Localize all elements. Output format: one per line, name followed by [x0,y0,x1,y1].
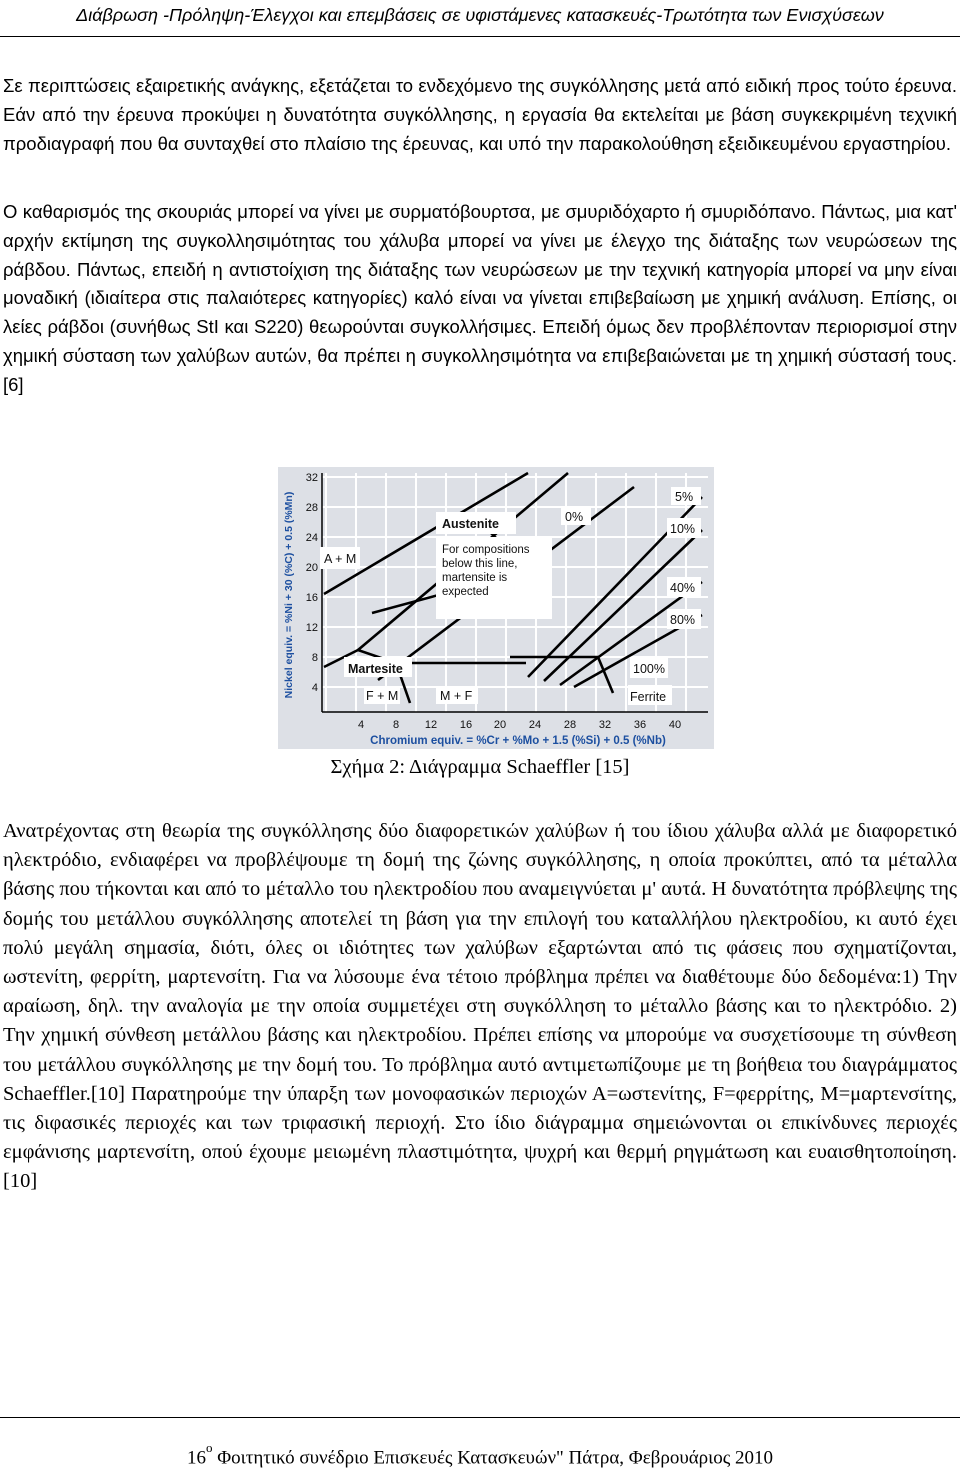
x-tick: 40 [668,719,682,731]
y-axis-label: Nickel equiv. = %Ni + 30 (%C) + 0.5 (%Mn) [283,491,295,699]
footer-ordinal-superscript: ο [205,1440,213,1455]
x-tick: 4 [357,719,365,731]
x-tick: 20 [493,719,507,731]
x-tick: 8 [392,719,400,731]
x-tick: 32 [598,719,612,731]
running-header: Διάβρωση -Πρόληψη-Έλεγχοι και επεμβάσεις σε υφιστάμενες κατασκευές-Τρωτότητα των Ενισχύσεων [0,0,960,37]
footer-conference-title: Φοιτητικό συνέδριο Επισκευές Κατασκευών" Πάτρα, Φεβρουάριος 2010 [217,1447,774,1469]
schaeffler-diagram-svg [278,467,714,749]
paragraph-welding-research: Σε περιπτώσεις εξαιρετικής ανάγκης, εξετάζεται το ενδεχόμενο της συγκόλλησης μετά από ειδική προς τούτο έρευνα. Εάν από την έρευνα προκύψει η δυνατότητα συγκόλλησης, η εργασία θα εκτελείται με βάση συγκεκριμένη τεχνική προδιαγραφή που θα συνταχθεί στο πλαίσιο της έρευνας, και υπό την παρακολούθηση εξειδικευμένου εργαστηρίου. [3,75,957,154]
label-note-line-1: For compositions [442,544,530,556]
label-note-line-3: martensite is [442,572,508,584]
x-tick: 16 [459,719,473,731]
label-pct-10: 10% [670,522,696,536]
label-ferrite: Ferrite [630,690,667,704]
y-tick: 24 [305,532,318,544]
y-tick: 32 [305,472,318,484]
label-a-plus-m: A + M [324,552,357,566]
x-tick: 12 [424,719,438,731]
paragraph-schaeffler-theory: Ανατρέχοντας στη θεωρία της συγκόλλησης δύο διαφορετικών χαλύβων ή του ίδιου χάλυβα αλλά με διαφορετικό ηλεκτρόδιο, ενδιαφέρει να προβλέψουμε τη δομή της ζώνης συγκόλλησης, η οποία προκύπτει, από τα μέταλλα βάσης που τήκονται και από το μέταλλο του ηλεκτροδίου που αναμειγνύεται μ' αυτά. Η δυνατότητα πρόβλεψης της δομής του μετάλλου συγκόλλησης αποτελεί τη βάση για την επιλογή του καταλλήλου ηλεκτροδίου, κι αυτό έχει πολύ μεγάλη σημασία, διότι, όλες οι ιδιότητες των χαλύβων εξαρτώνται από τις φάσεις που σχηματίζονται, ωστενίτη, φερρίτη, μαρτενσίτη. Για να λύσουμε ένα τέτοιο πρόβλημα πρέπει να διαθέτουμε δύο δεδομένα:1) Την αραίωση, δηλ. την αναλογία με την οποία συμμετέχει στη συγκόλληση το μέταλλο βάσης και το ηλεκτρόδιο. 2) Την χημική σύνθεση μετάλλου βάσης και ηλεκτροδίου. Πρέπει επίσης να μπορούμε να συσχετίσουμε τη σύνθεση του μετάλλου συγκόλλησης με την δομή του. Το πρόβλημα αυτό αντιμετωπίζουμε με τη βοήθεια του διαγράμματος Schaeffler.[10] Παρατηρούμε την ύπαρξη των μονοφασικών περιοχών Α=ωστενίτης, F=φερρίτης, M=μαρτενσίτης, τις διφασικές περιοχές και των τριφασική περιοχή. Στο ίδιο διάγραμμα σημειώνονται οι επικίνδυνες περιοχές εμφάνισης μαρτενσίτη, οπού έχουμε μειωμένη πλαστιμότητα, ψυχρή και θερμή ρηγμάτωση και ευαισθητοποίηση. [10] [3,820,957,1193]
y-tick: 8 [311,652,318,664]
schaeffler-diagram [278,467,714,749]
footer-rule [0,1417,960,1418]
label-pct-40: 40% [670,581,696,595]
y-tick: 20 [305,562,318,574]
x-axis-label: Chromium equiv. = %Cr + %Mo + 1.5 (%Si) + 0.5 (%Nb) [370,735,666,747]
footer [0,1437,960,1473]
label-martesite: Martesite [348,662,403,676]
x-tick: 24 [528,719,542,731]
x-tick: 28 [563,719,577,731]
footer-conference-number: 16 [186,1447,206,1469]
label-m-plus-f: M + F [440,689,473,703]
x-tick: 36 [633,719,647,731]
label-f-plus-m: F + M [366,689,399,703]
paragraph-rust-cleaning: Ο καθαρισμός της σκουριάς μπορεί να γίνει με συρματόβουρτσα, με σμυριδόχαρτο ή σμυριδόπανο. Πάντως, μια κατ' αρχήν εκτίμηση της συγκολλησιμότητας του χάλυβα μπορεί να γίνει με έλεγχο της διάταξης των νευρώσεων της ράβδου. Πάντως, επειδή η αντιστοίχιση της διάταξης των νευρώσεων με την τεχνική κατηγορία μπορεί να μην είναι μοναδική (ιδιαίτερα στις παλαιότερες κατηγορίες) καλό είναι να γίνεται επιβεβαίωση με χημική ανάλυση. Επίσης, οι λείες ράβδοι (συνήθως StI και S220) θεωρούνται συγκολλήσιμες. Επειδή όμως δεν προβλέπονταν περιορισμοί στην χημική σύσταση των χαλύβων αυτών, θα πρέπει η συγκολλησιμότητα να επιβεβαιώνεται με τη χημική σύστασή τους.[6] [3,201,957,395]
label-austenite: Austenite [442,517,499,531]
y-tick: 12 [305,622,318,634]
label-note-line-2: below this line, [442,558,518,570]
y-tick: 28 [305,502,318,514]
label-pct-80: 80% [670,613,696,627]
label-note-line-4: expected [442,586,489,598]
label-pct-0: 0% [565,510,584,524]
figure-caption: Σχήμα 2: Διάγραμμα Schaeffler [15] [330,756,630,778]
label-pct-5: 5% [675,490,694,504]
y-tick: 4 [311,682,318,694]
label-pct-100: 100% [633,662,665,676]
y-tick: 16 [305,592,318,604]
